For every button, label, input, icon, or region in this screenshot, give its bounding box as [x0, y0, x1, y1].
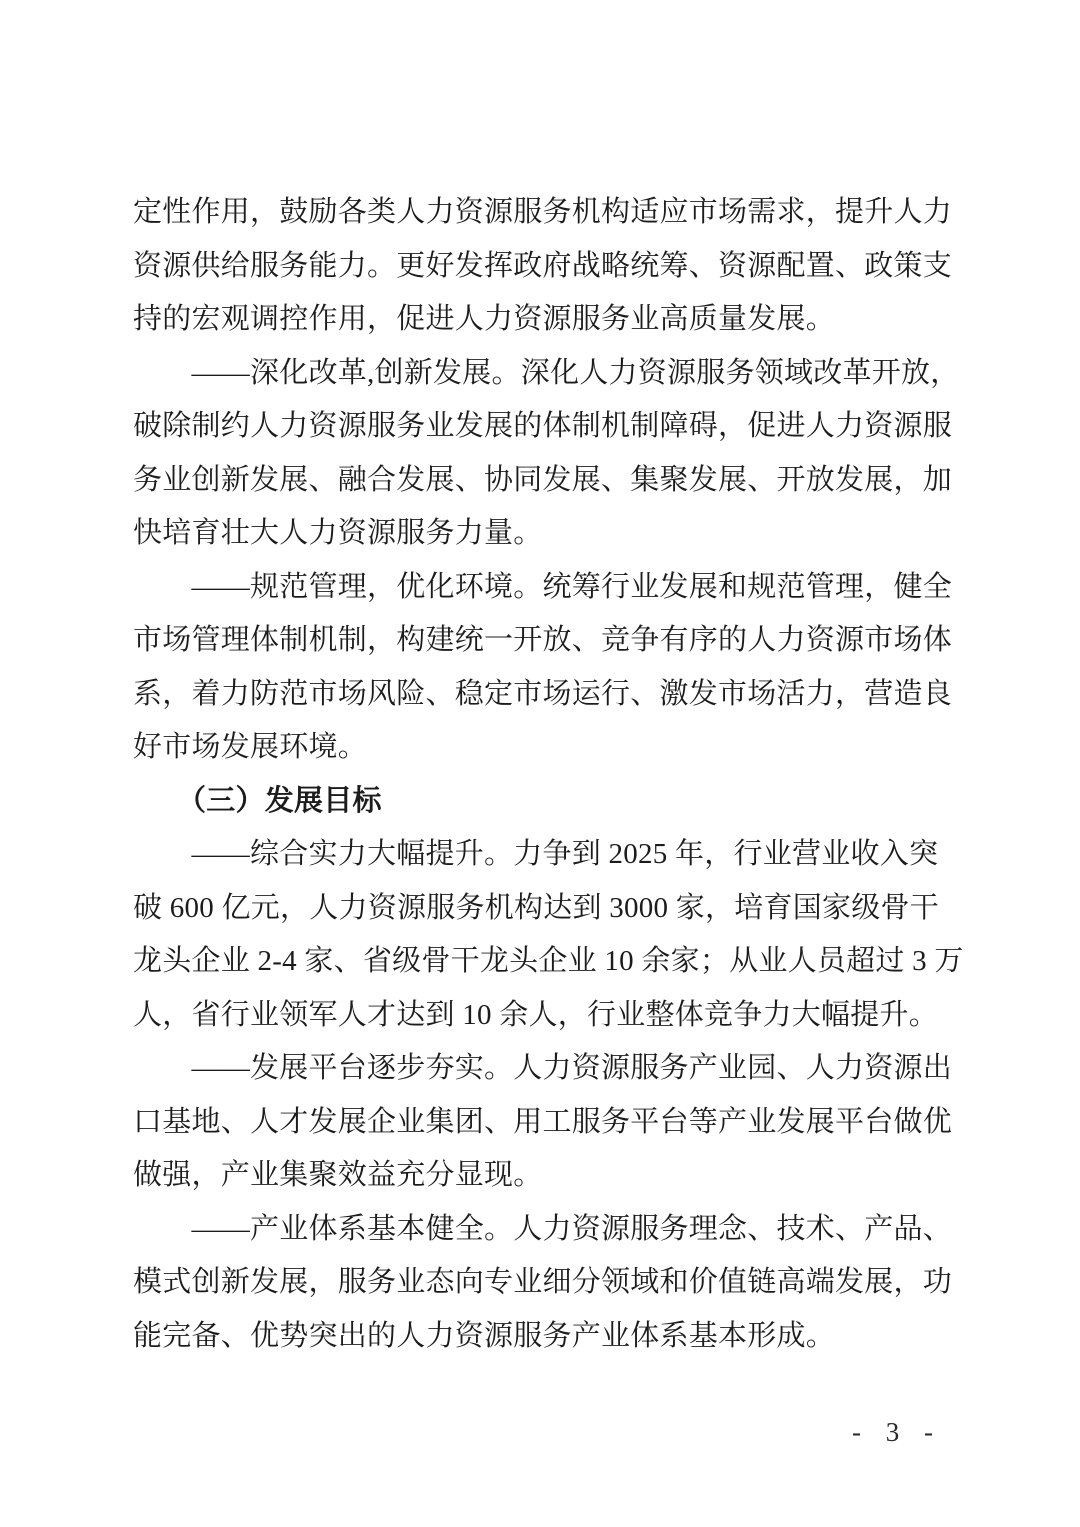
paragraph	[133, 1203, 980, 1364]
text-line: 定性作用，鼓励各类人力资源服务机构适应市场需求，提升人力	[133, 196, 953, 228]
text-line: 务业创新发展、融合发展、协同发展、集聚发展、开放发展，加	[133, 463, 953, 496]
paragraph	[133, 186, 980, 347]
text-line: 破 600 亿元，人力资源服务机构达到 3000 家，培育国家级骨干	[133, 891, 940, 924]
text-line: 快培育壮大人力资源服务力量。	[133, 517, 543, 549]
text-line: 口基地、人才发展企业集团、用工服务平台等产业发展平台做优	[133, 1105, 953, 1138]
text-line: 龙头企业 2-4 家、省级骨干龙头企业 10 余家；从业人员超过 3 万	[133, 945, 964, 977]
paragraph	[133, 1042, 980, 1203]
text-line: 人，省行业领军人才达到 10 余人，行业整体竞争力大幅提升。	[133, 998, 939, 1031]
text-line: 系，着力防范市场风险、稳定市场运行、激发市场活力，营造良	[133, 677, 953, 710]
text-line: 好市场发展环境。	[133, 731, 368, 763]
page-number: - 3 -	[852, 1417, 938, 1447]
paragraph	[133, 561, 980, 775]
document-body	[133, 186, 980, 1363]
text-line: （三）发展目标	[133, 784, 382, 817]
text-line: 资源供给服务能力。更好发挥政府战略统筹、资源配置、政策支	[133, 249, 953, 282]
text-line: 做强，产业集聚效益充分显现。	[133, 1159, 543, 1191]
text-line: ——深化改革,创新发展。深化人力资源服务领域改革开放，	[133, 356, 960, 389]
text-line: 市场管理体制机制，构建统一开放、竞争有序的人力资源市场体	[133, 624, 953, 656]
text-line: ——产业体系基本健全。人力资源服务理念、技术、产品、	[133, 1212, 953, 1245]
text-line: 能完备、优势突出的人力资源服务产业体系基本形成。	[133, 1319, 836, 1352]
text-line: 模式创新发展，服务业态向专业细分领域和价值链高端发展，功	[133, 1266, 953, 1298]
paragraph	[133, 828, 980, 1042]
section-heading	[133, 775, 980, 829]
text-line: 持的宏观调控作用，促进人力资源服务业高质量发展。	[133, 303, 836, 335]
text-line: ——综合实力大幅提升。力争到 2025 年，行业营业收入突	[133, 838, 939, 870]
paragraph	[133, 347, 980, 561]
text-line: ——规范管理，优化环境。统筹行业发展和规范管理，健全	[133, 570, 953, 603]
text-line: 破除制约人力资源服务业发展的体制机制障碍，促进人力资源服	[133, 410, 953, 442]
text-line: ——发展平台逐步夯实。人力资源服务产业园、人力资源出	[133, 1052, 953, 1084]
